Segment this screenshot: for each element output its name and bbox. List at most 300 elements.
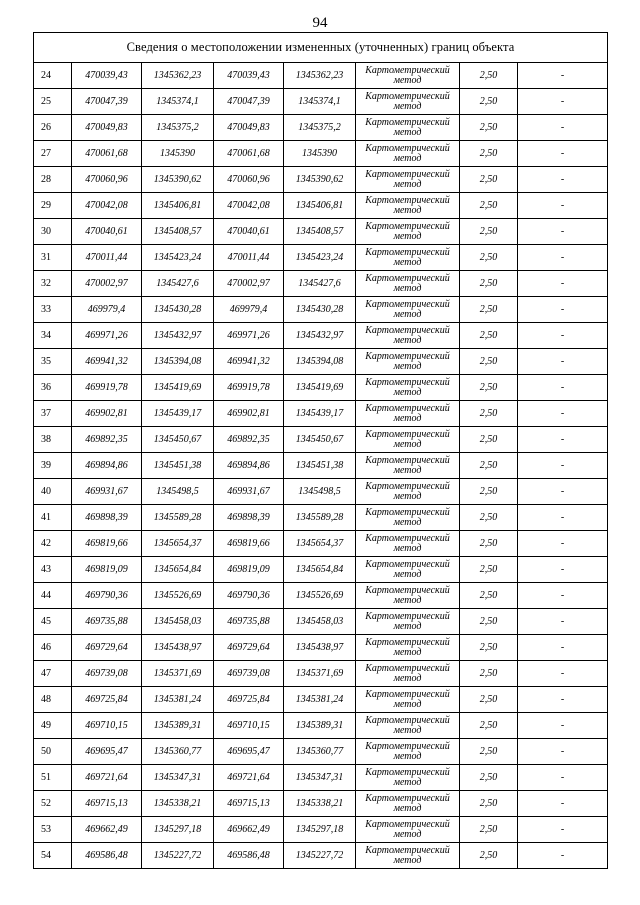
cell-y-refined: 1345362,23 bbox=[284, 63, 356, 89]
cell-note: - bbox=[518, 817, 608, 843]
table-row bbox=[34, 245, 608, 271]
cell-accuracy: 2,50 bbox=[460, 219, 518, 245]
table-row bbox=[34, 791, 608, 817]
table-title: Сведения о местоположении измененных (уточненных) границ объекта bbox=[34, 33, 608, 63]
cell-y-existing: 1345427,6 bbox=[142, 271, 214, 297]
table-row bbox=[34, 89, 608, 115]
cell-point-number: 43 bbox=[34, 557, 72, 583]
table-row bbox=[34, 401, 608, 427]
cell-note: - bbox=[518, 271, 608, 297]
cell-method bbox=[356, 479, 460, 505]
method-line2: метод bbox=[393, 334, 422, 346]
cell-y-existing: 1345406,81 bbox=[142, 193, 214, 219]
cell-y-existing: 1345654,37 bbox=[142, 531, 214, 557]
table-row bbox=[34, 765, 608, 791]
cell-x-existing: 469662,49 bbox=[72, 817, 142, 843]
cell-method bbox=[356, 531, 460, 557]
table-row bbox=[34, 349, 608, 375]
cell-accuracy: 2,50 bbox=[460, 167, 518, 193]
cell-y-existing: 1345381,24 bbox=[142, 687, 214, 713]
cell-x-existing: 469739,08 bbox=[72, 661, 142, 687]
cell-method bbox=[356, 271, 460, 297]
cell-accuracy: 2,50 bbox=[460, 63, 518, 89]
cell-point-number: 40 bbox=[34, 479, 72, 505]
cell-point-number: 26 bbox=[34, 115, 72, 141]
cell-accuracy: 2,50 bbox=[460, 505, 518, 531]
cell-note: - bbox=[518, 765, 608, 791]
cell-point-number: 24 bbox=[34, 63, 72, 89]
cell-note: - bbox=[518, 687, 608, 713]
cell-method bbox=[356, 583, 460, 609]
cell-point-number: 41 bbox=[34, 505, 72, 531]
method-line2: метод bbox=[393, 412, 422, 424]
cell-y-existing: 1345439,17 bbox=[142, 401, 214, 427]
cell-note: - bbox=[518, 349, 608, 375]
cell-x-refined: 469721,64 bbox=[214, 765, 284, 791]
cell-y-refined: 1345526,69 bbox=[284, 583, 356, 609]
method-line2: метод bbox=[393, 204, 422, 216]
cell-method bbox=[356, 375, 460, 401]
cell-note: - bbox=[518, 791, 608, 817]
cell-x-existing: 469710,15 bbox=[72, 713, 142, 739]
cell-x-existing: 469715,13 bbox=[72, 791, 142, 817]
cell-method bbox=[356, 817, 460, 843]
cell-x-refined: 469586,48 bbox=[214, 843, 284, 869]
cell-x-refined: 470042,08 bbox=[214, 193, 284, 219]
cell-accuracy: 2,50 bbox=[460, 89, 518, 115]
cell-accuracy: 2,50 bbox=[460, 713, 518, 739]
cell-y-refined: 1345423,24 bbox=[284, 245, 356, 271]
method-line2: метод bbox=[393, 516, 422, 528]
table-row bbox=[34, 505, 608, 531]
method-line2: метод bbox=[393, 698, 422, 710]
cell-accuracy: 2,50 bbox=[460, 765, 518, 791]
cell-method bbox=[356, 193, 460, 219]
cell-method bbox=[356, 349, 460, 375]
cell-y-existing: 1345458,03 bbox=[142, 609, 214, 635]
cell-x-existing: 469941,32 bbox=[72, 349, 142, 375]
cell-y-existing: 1345408,57 bbox=[142, 219, 214, 245]
cell-accuracy: 2,50 bbox=[460, 323, 518, 349]
cell-x-refined: 469902,81 bbox=[214, 401, 284, 427]
cell-point-number: 42 bbox=[34, 531, 72, 557]
method-line2: метод bbox=[393, 724, 422, 736]
cell-y-refined: 1345408,57 bbox=[284, 219, 356, 245]
table-row bbox=[34, 739, 608, 765]
cell-x-existing: 470042,08 bbox=[72, 193, 142, 219]
method-line1: Картометрический bbox=[365, 324, 450, 336]
cell-method bbox=[356, 89, 460, 115]
method-line1: Картометрический bbox=[365, 636, 450, 648]
cell-accuracy: 2,50 bbox=[460, 193, 518, 219]
cell-y-refined: 1345375,2 bbox=[284, 115, 356, 141]
method-line1: Картометрический bbox=[365, 298, 450, 310]
cell-y-refined: 1345390,62 bbox=[284, 167, 356, 193]
cell-y-existing: 1345227,72 bbox=[142, 843, 214, 869]
cell-x-existing: 470049,83 bbox=[72, 115, 142, 141]
cell-point-number: 46 bbox=[34, 635, 72, 661]
method-line1: Картометрический bbox=[365, 792, 450, 804]
table-row bbox=[34, 583, 608, 609]
cell-y-refined: 1345654,37 bbox=[284, 531, 356, 557]
cell-point-number: 25 bbox=[34, 89, 72, 115]
cell-accuracy: 2,50 bbox=[460, 479, 518, 505]
cell-point-number: 49 bbox=[34, 713, 72, 739]
method-line1: Картометрический bbox=[365, 506, 450, 518]
cell-x-existing: 469725,84 bbox=[72, 687, 142, 713]
table-row bbox=[34, 297, 608, 323]
method-line1: Картометрический bbox=[365, 194, 450, 206]
cell-note: - bbox=[518, 427, 608, 453]
method-line2: метод bbox=[393, 386, 422, 398]
table-row bbox=[34, 635, 608, 661]
cell-point-number: 51 bbox=[34, 765, 72, 791]
method-line1: Картометрический bbox=[365, 818, 450, 830]
method-line2: метод bbox=[393, 360, 422, 372]
cell-accuracy: 2,50 bbox=[460, 427, 518, 453]
cell-point-number: 53 bbox=[34, 817, 72, 843]
cell-x-refined: 469971,26 bbox=[214, 323, 284, 349]
cell-point-number: 31 bbox=[34, 245, 72, 271]
cell-x-refined: 469739,08 bbox=[214, 661, 284, 687]
cell-y-existing: 1345419,69 bbox=[142, 375, 214, 401]
cell-method bbox=[356, 765, 460, 791]
cell-method bbox=[356, 63, 460, 89]
cell-y-existing: 1345498,5 bbox=[142, 479, 214, 505]
table-row bbox=[34, 661, 608, 687]
cell-y-refined: 1345389,31 bbox=[284, 713, 356, 739]
cell-accuracy: 2,50 bbox=[460, 791, 518, 817]
cell-note: - bbox=[518, 531, 608, 557]
method-line2: метод bbox=[393, 828, 422, 840]
cell-x-existing: 469898,39 bbox=[72, 505, 142, 531]
method-line2: метод bbox=[393, 256, 422, 268]
cell-y-existing: 1345347,31 bbox=[142, 765, 214, 791]
cell-y-existing: 1345374,1 bbox=[142, 89, 214, 115]
method-line2: метод bbox=[393, 542, 422, 554]
cell-note: - bbox=[518, 453, 608, 479]
cell-note: - bbox=[518, 323, 608, 349]
cell-y-refined: 1345390 bbox=[284, 141, 356, 167]
method-line1: Картометрический bbox=[365, 272, 450, 284]
cell-x-refined: 469725,84 bbox=[214, 687, 284, 713]
cell-y-refined: 1345451,38 bbox=[284, 453, 356, 479]
table-row bbox=[34, 141, 608, 167]
cell-method bbox=[356, 791, 460, 817]
cell-x-refined: 470049,83 bbox=[214, 115, 284, 141]
cell-point-number: 32 bbox=[34, 271, 72, 297]
cell-y-existing: 1345430,28 bbox=[142, 297, 214, 323]
cell-note: - bbox=[518, 141, 608, 167]
cell-accuracy: 2,50 bbox=[460, 687, 518, 713]
method-line2: метод bbox=[393, 126, 422, 138]
cell-y-refined: 1345458,03 bbox=[284, 609, 356, 635]
cell-point-number: 37 bbox=[34, 401, 72, 427]
cell-x-refined: 469715,13 bbox=[214, 791, 284, 817]
cell-y-refined: 1345381,24 bbox=[284, 687, 356, 713]
cell-point-number: 50 bbox=[34, 739, 72, 765]
cell-note: - bbox=[518, 505, 608, 531]
method-line1: Картометрический bbox=[365, 454, 450, 466]
method-line2: метод bbox=[393, 672, 422, 684]
method-line2: метод bbox=[393, 594, 422, 606]
cell-x-refined: 469695,47 bbox=[214, 739, 284, 765]
cell-x-existing: 469735,88 bbox=[72, 609, 142, 635]
method-line1: Картометрический bbox=[365, 740, 450, 752]
cell-method bbox=[356, 167, 460, 193]
cell-x-existing: 469819,09 bbox=[72, 557, 142, 583]
cell-note: - bbox=[518, 843, 608, 869]
cell-accuracy: 2,50 bbox=[460, 843, 518, 869]
cell-method bbox=[356, 453, 460, 479]
cell-accuracy: 2,50 bbox=[460, 609, 518, 635]
cell-point-number: 28 bbox=[34, 167, 72, 193]
method-line1: Картометрический bbox=[365, 350, 450, 362]
cell-method bbox=[356, 427, 460, 453]
table-row bbox=[34, 219, 608, 245]
cell-y-existing: 1345297,18 bbox=[142, 817, 214, 843]
method-line1: Картометрический bbox=[365, 142, 450, 154]
table-row bbox=[34, 531, 608, 557]
cell-x-existing: 469819,66 bbox=[72, 531, 142, 557]
cell-note: - bbox=[518, 297, 608, 323]
cell-x-existing: 469971,26 bbox=[72, 323, 142, 349]
cell-accuracy: 2,50 bbox=[460, 375, 518, 401]
method-line1: Картометрический bbox=[365, 558, 450, 570]
cell-note: - bbox=[518, 375, 608, 401]
cell-y-refined: 1345227,72 bbox=[284, 843, 356, 869]
cell-note: - bbox=[518, 115, 608, 141]
cell-y-refined: 1345297,18 bbox=[284, 817, 356, 843]
cell-x-existing: 469902,81 bbox=[72, 401, 142, 427]
cell-method bbox=[356, 661, 460, 687]
cell-y-existing: 1345451,38 bbox=[142, 453, 214, 479]
table-row bbox=[34, 713, 608, 739]
cell-point-number: 36 bbox=[34, 375, 72, 401]
cell-method bbox=[356, 245, 460, 271]
cell-point-number: 48 bbox=[34, 687, 72, 713]
table-row bbox=[34, 323, 608, 349]
method-line1: Картометрический bbox=[365, 246, 450, 258]
cell-y-refined: 1345432,97 bbox=[284, 323, 356, 349]
cell-y-existing: 1345438,97 bbox=[142, 635, 214, 661]
cell-method bbox=[356, 115, 460, 141]
cell-y-existing: 1345432,97 bbox=[142, 323, 214, 349]
cell-y-existing: 1345390 bbox=[142, 141, 214, 167]
cell-y-existing: 1345360,77 bbox=[142, 739, 214, 765]
cell-note: - bbox=[518, 89, 608, 115]
cell-method bbox=[356, 713, 460, 739]
cell-y-existing: 1345423,24 bbox=[142, 245, 214, 271]
cell-method bbox=[356, 323, 460, 349]
method-line2: метод bbox=[393, 620, 422, 632]
cell-x-existing: 470061,68 bbox=[72, 141, 142, 167]
cell-x-refined: 469710,15 bbox=[214, 713, 284, 739]
cell-y-refined: 1345438,97 bbox=[284, 635, 356, 661]
method-line2: метод bbox=[393, 100, 422, 112]
method-line2: метод bbox=[393, 308, 422, 320]
method-line2: метод bbox=[393, 802, 422, 814]
method-line1: Картометрический bbox=[365, 844, 450, 856]
cell-x-existing: 469919,78 bbox=[72, 375, 142, 401]
cell-method bbox=[356, 219, 460, 245]
cell-accuracy: 2,50 bbox=[460, 531, 518, 557]
cell-method bbox=[356, 609, 460, 635]
cell-y-refined: 1345427,6 bbox=[284, 271, 356, 297]
cell-x-refined: 469735,88 bbox=[214, 609, 284, 635]
table-row bbox=[34, 609, 608, 635]
table-row bbox=[34, 557, 608, 583]
cell-accuracy: 2,50 bbox=[460, 271, 518, 297]
cell-method bbox=[356, 141, 460, 167]
cell-x-existing: 469721,64 bbox=[72, 765, 142, 791]
cell-y-refined: 1345394,08 bbox=[284, 349, 356, 375]
cell-y-existing: 1345450,67 bbox=[142, 427, 214, 453]
cell-x-existing: 469790,36 bbox=[72, 583, 142, 609]
cell-accuracy: 2,50 bbox=[460, 583, 518, 609]
cell-point-number: 45 bbox=[34, 609, 72, 635]
cell-x-refined: 469898,39 bbox=[214, 505, 284, 531]
method-line2: метод bbox=[393, 152, 422, 164]
cell-x-refined: 469819,66 bbox=[214, 531, 284, 557]
cell-x-existing: 469894,86 bbox=[72, 453, 142, 479]
cell-x-refined: 470002,97 bbox=[214, 271, 284, 297]
method-line2: метод bbox=[393, 750, 422, 762]
method-line1: Картометрический bbox=[365, 662, 450, 674]
cell-point-number: 39 bbox=[34, 453, 72, 479]
cell-point-number: 52 bbox=[34, 791, 72, 817]
cell-x-refined: 470047,39 bbox=[214, 89, 284, 115]
method-line2: метод bbox=[393, 464, 422, 476]
cell-point-number: 47 bbox=[34, 661, 72, 687]
table-row bbox=[34, 167, 608, 193]
cell-x-existing: 470039,43 bbox=[72, 63, 142, 89]
method-line1: Картометрический bbox=[365, 584, 450, 596]
cell-x-refined: 470061,68 bbox=[214, 141, 284, 167]
cell-x-existing: 469979,4 bbox=[72, 297, 142, 323]
cell-y-refined: 1345439,17 bbox=[284, 401, 356, 427]
cell-note: - bbox=[518, 713, 608, 739]
cell-accuracy: 2,50 bbox=[460, 245, 518, 271]
cell-x-refined: 469819,09 bbox=[214, 557, 284, 583]
table-row bbox=[34, 63, 608, 89]
cell-y-refined: 1345430,28 bbox=[284, 297, 356, 323]
cell-note: - bbox=[518, 219, 608, 245]
table-row bbox=[34, 193, 608, 219]
method-line1: Картометрический bbox=[365, 610, 450, 622]
page-number: 94 bbox=[312, 15, 328, 31]
cell-accuracy: 2,50 bbox=[460, 115, 518, 141]
cell-y-refined: 1345450,67 bbox=[284, 427, 356, 453]
cell-x-refined: 469790,36 bbox=[214, 583, 284, 609]
cell-point-number: 35 bbox=[34, 349, 72, 375]
cell-x-refined: 469729,64 bbox=[214, 635, 284, 661]
cell-point-number: 33 bbox=[34, 297, 72, 323]
method-line2: метод bbox=[393, 568, 422, 580]
method-line1: Картометрический bbox=[365, 688, 450, 700]
cell-note: - bbox=[518, 635, 608, 661]
method-line1: Картометрический bbox=[365, 766, 450, 778]
cell-y-refined: 1345589,28 bbox=[284, 505, 356, 531]
cell-point-number: 27 bbox=[34, 141, 72, 167]
cell-accuracy: 2,50 bbox=[460, 401, 518, 427]
method-line1: Картометрический bbox=[365, 376, 450, 388]
cell-accuracy: 2,50 bbox=[460, 557, 518, 583]
cell-note: - bbox=[518, 739, 608, 765]
table-row bbox=[34, 115, 608, 141]
cell-x-existing: 469931,67 bbox=[72, 479, 142, 505]
table-row bbox=[34, 375, 608, 401]
method-line1: Картометрический bbox=[365, 428, 450, 440]
cell-y-refined: 1345371,69 bbox=[284, 661, 356, 687]
table-row bbox=[34, 843, 608, 869]
cell-point-number: 38 bbox=[34, 427, 72, 453]
cell-note: - bbox=[518, 583, 608, 609]
table-row bbox=[34, 817, 608, 843]
cell-accuracy: 2,50 bbox=[460, 453, 518, 479]
cell-accuracy: 2,50 bbox=[460, 661, 518, 687]
cell-note: - bbox=[518, 167, 608, 193]
method-line1: Картометрический bbox=[365, 714, 450, 726]
cell-accuracy: 2,50 bbox=[460, 635, 518, 661]
cell-point-number: 30 bbox=[34, 219, 72, 245]
method-line2: метод bbox=[393, 776, 422, 788]
cell-x-refined: 469931,67 bbox=[214, 479, 284, 505]
cell-x-refined: 469892,35 bbox=[214, 427, 284, 453]
cell-y-existing: 1345375,2 bbox=[142, 115, 214, 141]
cell-y-refined: 1345347,31 bbox=[284, 765, 356, 791]
cell-x-existing: 470047,39 bbox=[72, 89, 142, 115]
cell-accuracy: 2,50 bbox=[460, 817, 518, 843]
cell-x-refined: 469919,78 bbox=[214, 375, 284, 401]
method-line1: Картометрический bbox=[365, 532, 450, 544]
method-line2: метод bbox=[393, 854, 422, 866]
cell-x-existing: 470040,61 bbox=[72, 219, 142, 245]
method-line1: Картометрический bbox=[365, 402, 450, 414]
cell-note: - bbox=[518, 479, 608, 505]
cell-accuracy: 2,50 bbox=[460, 141, 518, 167]
cell-x-refined: 469941,32 bbox=[214, 349, 284, 375]
method-line2: метод bbox=[393, 178, 422, 190]
table-row bbox=[34, 687, 608, 713]
cell-x-existing: 470002,97 bbox=[72, 271, 142, 297]
cell-x-refined: 469662,49 bbox=[214, 817, 284, 843]
cell-y-refined: 1345360,77 bbox=[284, 739, 356, 765]
cell-point-number: 54 bbox=[34, 843, 72, 869]
table-row bbox=[34, 453, 608, 479]
cell-point-number: 29 bbox=[34, 193, 72, 219]
cell-point-number: 34 bbox=[34, 323, 72, 349]
cell-y-refined: 1345654,84 bbox=[284, 557, 356, 583]
cell-note: - bbox=[518, 63, 608, 89]
table-row bbox=[34, 479, 608, 505]
method-line2: метод bbox=[393, 490, 422, 502]
method-line1: Картометрический bbox=[365, 220, 450, 232]
method-line1: Картометрический bbox=[365, 90, 450, 102]
cell-x-refined: 470011,44 bbox=[214, 245, 284, 271]
cell-x-refined: 470060,96 bbox=[214, 167, 284, 193]
cell-y-existing: 1345394,08 bbox=[142, 349, 214, 375]
method-line2: метод bbox=[393, 74, 422, 86]
cell-accuracy: 2,50 bbox=[460, 349, 518, 375]
method-line2: метод bbox=[393, 282, 422, 294]
table-row bbox=[34, 271, 608, 297]
table-title-row bbox=[34, 33, 608, 63]
cell-x-refined: 469894,86 bbox=[214, 453, 284, 479]
cell-y-existing: 1345589,28 bbox=[142, 505, 214, 531]
cell-x-existing: 469695,47 bbox=[72, 739, 142, 765]
cell-x-existing: 469586,48 bbox=[72, 843, 142, 869]
